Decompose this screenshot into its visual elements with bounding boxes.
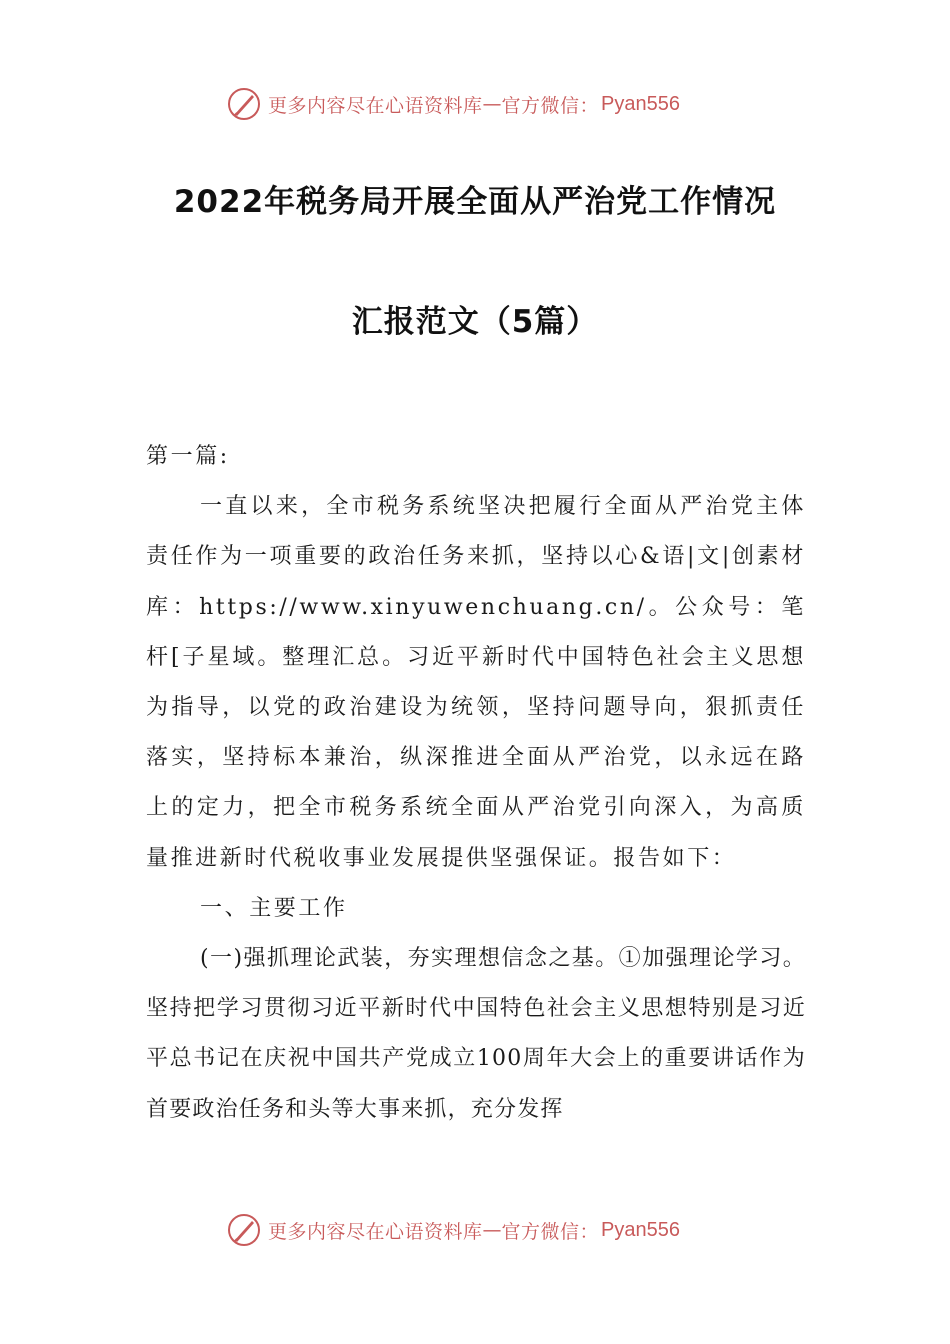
quill-pen-logo-icon bbox=[226, 1212, 262, 1248]
header-watermark bbox=[226, 84, 680, 124]
watermark-text: 更多内容尽在心语资料库 bbox=[268, 1220, 483, 1243]
body-paragraph: (一)强抓理论武装，夯实理想信念之基。①加强理论学习。坚持把学习贯彻习近平新时代中国特色社会主义思想特别是习近平总书记在庆祝中国共产党成立100周年大会上的重要讲话作为首要政治任务和头等大事来抓，充分发挥 bbox=[146, 946, 806, 1122]
document-title-line-2: 汇报范文（5篇） bbox=[351, 304, 599, 340]
document-title-line-1: 2022年税务局开展全面从严治党工作情况 bbox=[173, 184, 777, 220]
document-body bbox=[146, 432, 806, 1135]
watermark-label: 官方微信： bbox=[501, 94, 600, 117]
quill-pen-logo-icon bbox=[226, 86, 262, 122]
intro-paragraph: 一直以来，全市税务系统坚决把履行全面从严治党主体责任作为一项重要的政治任务来抓，坚持以心&语|文|创素材库：https://www.xinyuwenchuang.cn/。公众号：笔杆[子星域。整理汇总。习近平新时代中国特色社会主义思想为指导，以党的政治建设为统领，坚持问题导向，狠抓责任落实，坚持标本兼治，纵深推进全面从严治党，以永远在路上的定力，把全市税务系统全面从严治党引向深入，为高质量推进新时代税收事业发展提供坚强保证。报告如下： bbox=[146, 494, 806, 871]
watermark-text: 更多内容尽在心语资料库 bbox=[268, 94, 483, 117]
watermark-id: Pyan556 bbox=[601, 1218, 680, 1241]
watermark-separator: — bbox=[482, 93, 502, 115]
watermark-separator: — bbox=[482, 1219, 502, 1241]
section-heading: 一、主要工作 bbox=[200, 895, 348, 921]
section-label: 第一篇: bbox=[146, 444, 230, 469]
footer-watermark bbox=[226, 1210, 680, 1250]
watermark-id: Pyan556 bbox=[601, 92, 680, 115]
watermark-label: 官方微信： bbox=[501, 1220, 600, 1243]
